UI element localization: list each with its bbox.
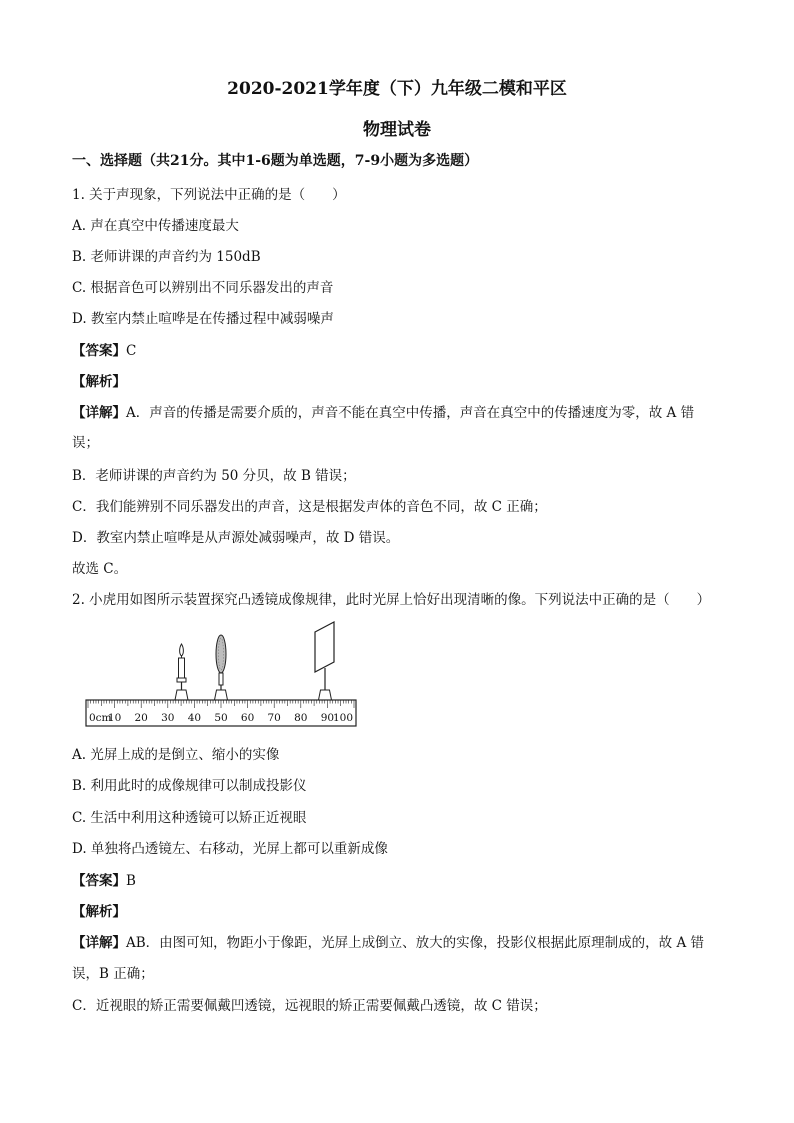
q2-option-c: C. 生活中利用这种透镜可以矫正近视眼 [72, 810, 307, 826]
answer-tag: 【答案】 [72, 343, 126, 359]
q1-option-a: A. 声在真空中传播速度最大 [72, 218, 239, 234]
q1-option-b: B. 老师讲课的声音约为 150dB [72, 249, 261, 265]
q2-option-b: B. 利用此时的成像规律可以制成投影仪 [72, 778, 307, 794]
ruler-label: 10 [107, 712, 122, 724]
ruler-label: 0cm [89, 712, 112, 724]
ruler-label: 60 [240, 712, 255, 724]
q2-detail-line [72, 931, 722, 951]
q2-analysis-tag: 【解析】 [72, 904, 126, 920]
q1-detail-line: D．教室内禁止喧哗是从声源处减弱噪声，故 D 错误。 [72, 530, 400, 546]
detail-text: AB．由图可知，物距小于像距，光屏上成倒立、放大的实像，投影仪根据此原理制成的，故 A 错 [126, 935, 705, 951]
ruler-label: 100 [332, 712, 353, 724]
answer-tag: 【答案】 [72, 873, 126, 889]
ruler-label: 30 [161, 712, 175, 724]
q1-option-c: C. 根据音色可以辨别出不同乐器发出的声音 [72, 280, 334, 296]
q1-detail-line [72, 401, 722, 421]
q2-detail-line: C．近视眼的矫正需要佩戴凹透镜，远视眼的矫正需要佩戴凸透镜，故 C 错误； [72, 998, 547, 1014]
q1-detail-line: C．我们能辨别不同乐器发出的声音，这是根据发声体的音色不同，故 C 正确； [72, 499, 547, 515]
ruler-label: 80 [294, 712, 308, 724]
exam-subtitle: 物理试卷 [363, 120, 431, 140]
q2-stem: 2. 小虎用如图所示装置探究凸透镜成像规律，此时光屏上恰好出现清晰的像。下列说法中正确的是（ ） [72, 592, 711, 608]
ruler-label: 20 [134, 712, 148, 724]
q1-stem: 1. 关于声现象，下列说法中正确的是（ ） [72, 187, 346, 203]
detail-tag: 【详解】 [72, 935, 126, 951]
exam-title: 2020-2021学年度（下）九年级二模和平区 [227, 79, 567, 99]
q1-detail-line: B．老师讲课的声音约为 50 分贝，故 B 错误； [72, 468, 356, 484]
ruler-label: 90 [320, 712, 335, 724]
q2-option-d: D. 单独将凸透镜左、右移动，光屏上都可以重新成像 [72, 841, 388, 857]
q2-answer [72, 869, 722, 889]
q1-answer [72, 339, 722, 359]
candle [175, 644, 188, 700]
section-heading: 一、选择题（共21分。其中1-6题为单选题，7-9小题为多选题） [72, 153, 479, 169]
light-screen [315, 622, 334, 700]
detail-text: A．声音的传播是需要介质的，声音不能在真空中传播，声音在真空中的传播速度为零，故 A 错 [126, 405, 695, 421]
q2-option-a: A. 光屏上成的是倒立、缩小的实像 [72, 747, 280, 763]
ruler-label: 50 [214, 712, 228, 724]
ruler-label: 70 [267, 712, 281, 724]
answer-value: B [126, 873, 136, 889]
q1-analysis-tag: 【解析】 [72, 374, 126, 390]
answer-value: C [126, 343, 137, 359]
q1-detail-line: 误； [72, 435, 99, 451]
q2-detail-line: 误，B 正确； [72, 966, 154, 982]
ruler-label: 40 [187, 712, 202, 724]
convex-lens [215, 635, 228, 700]
q1-option-d: D. 教室内禁止喧哗是在传播过程中减弱噪声 [72, 311, 334, 327]
q1-detail-line: 故选 C。 [72, 561, 128, 577]
detail-tag: 【详解】 [72, 405, 126, 421]
optical-bench-diagram [84, 616, 360, 734]
